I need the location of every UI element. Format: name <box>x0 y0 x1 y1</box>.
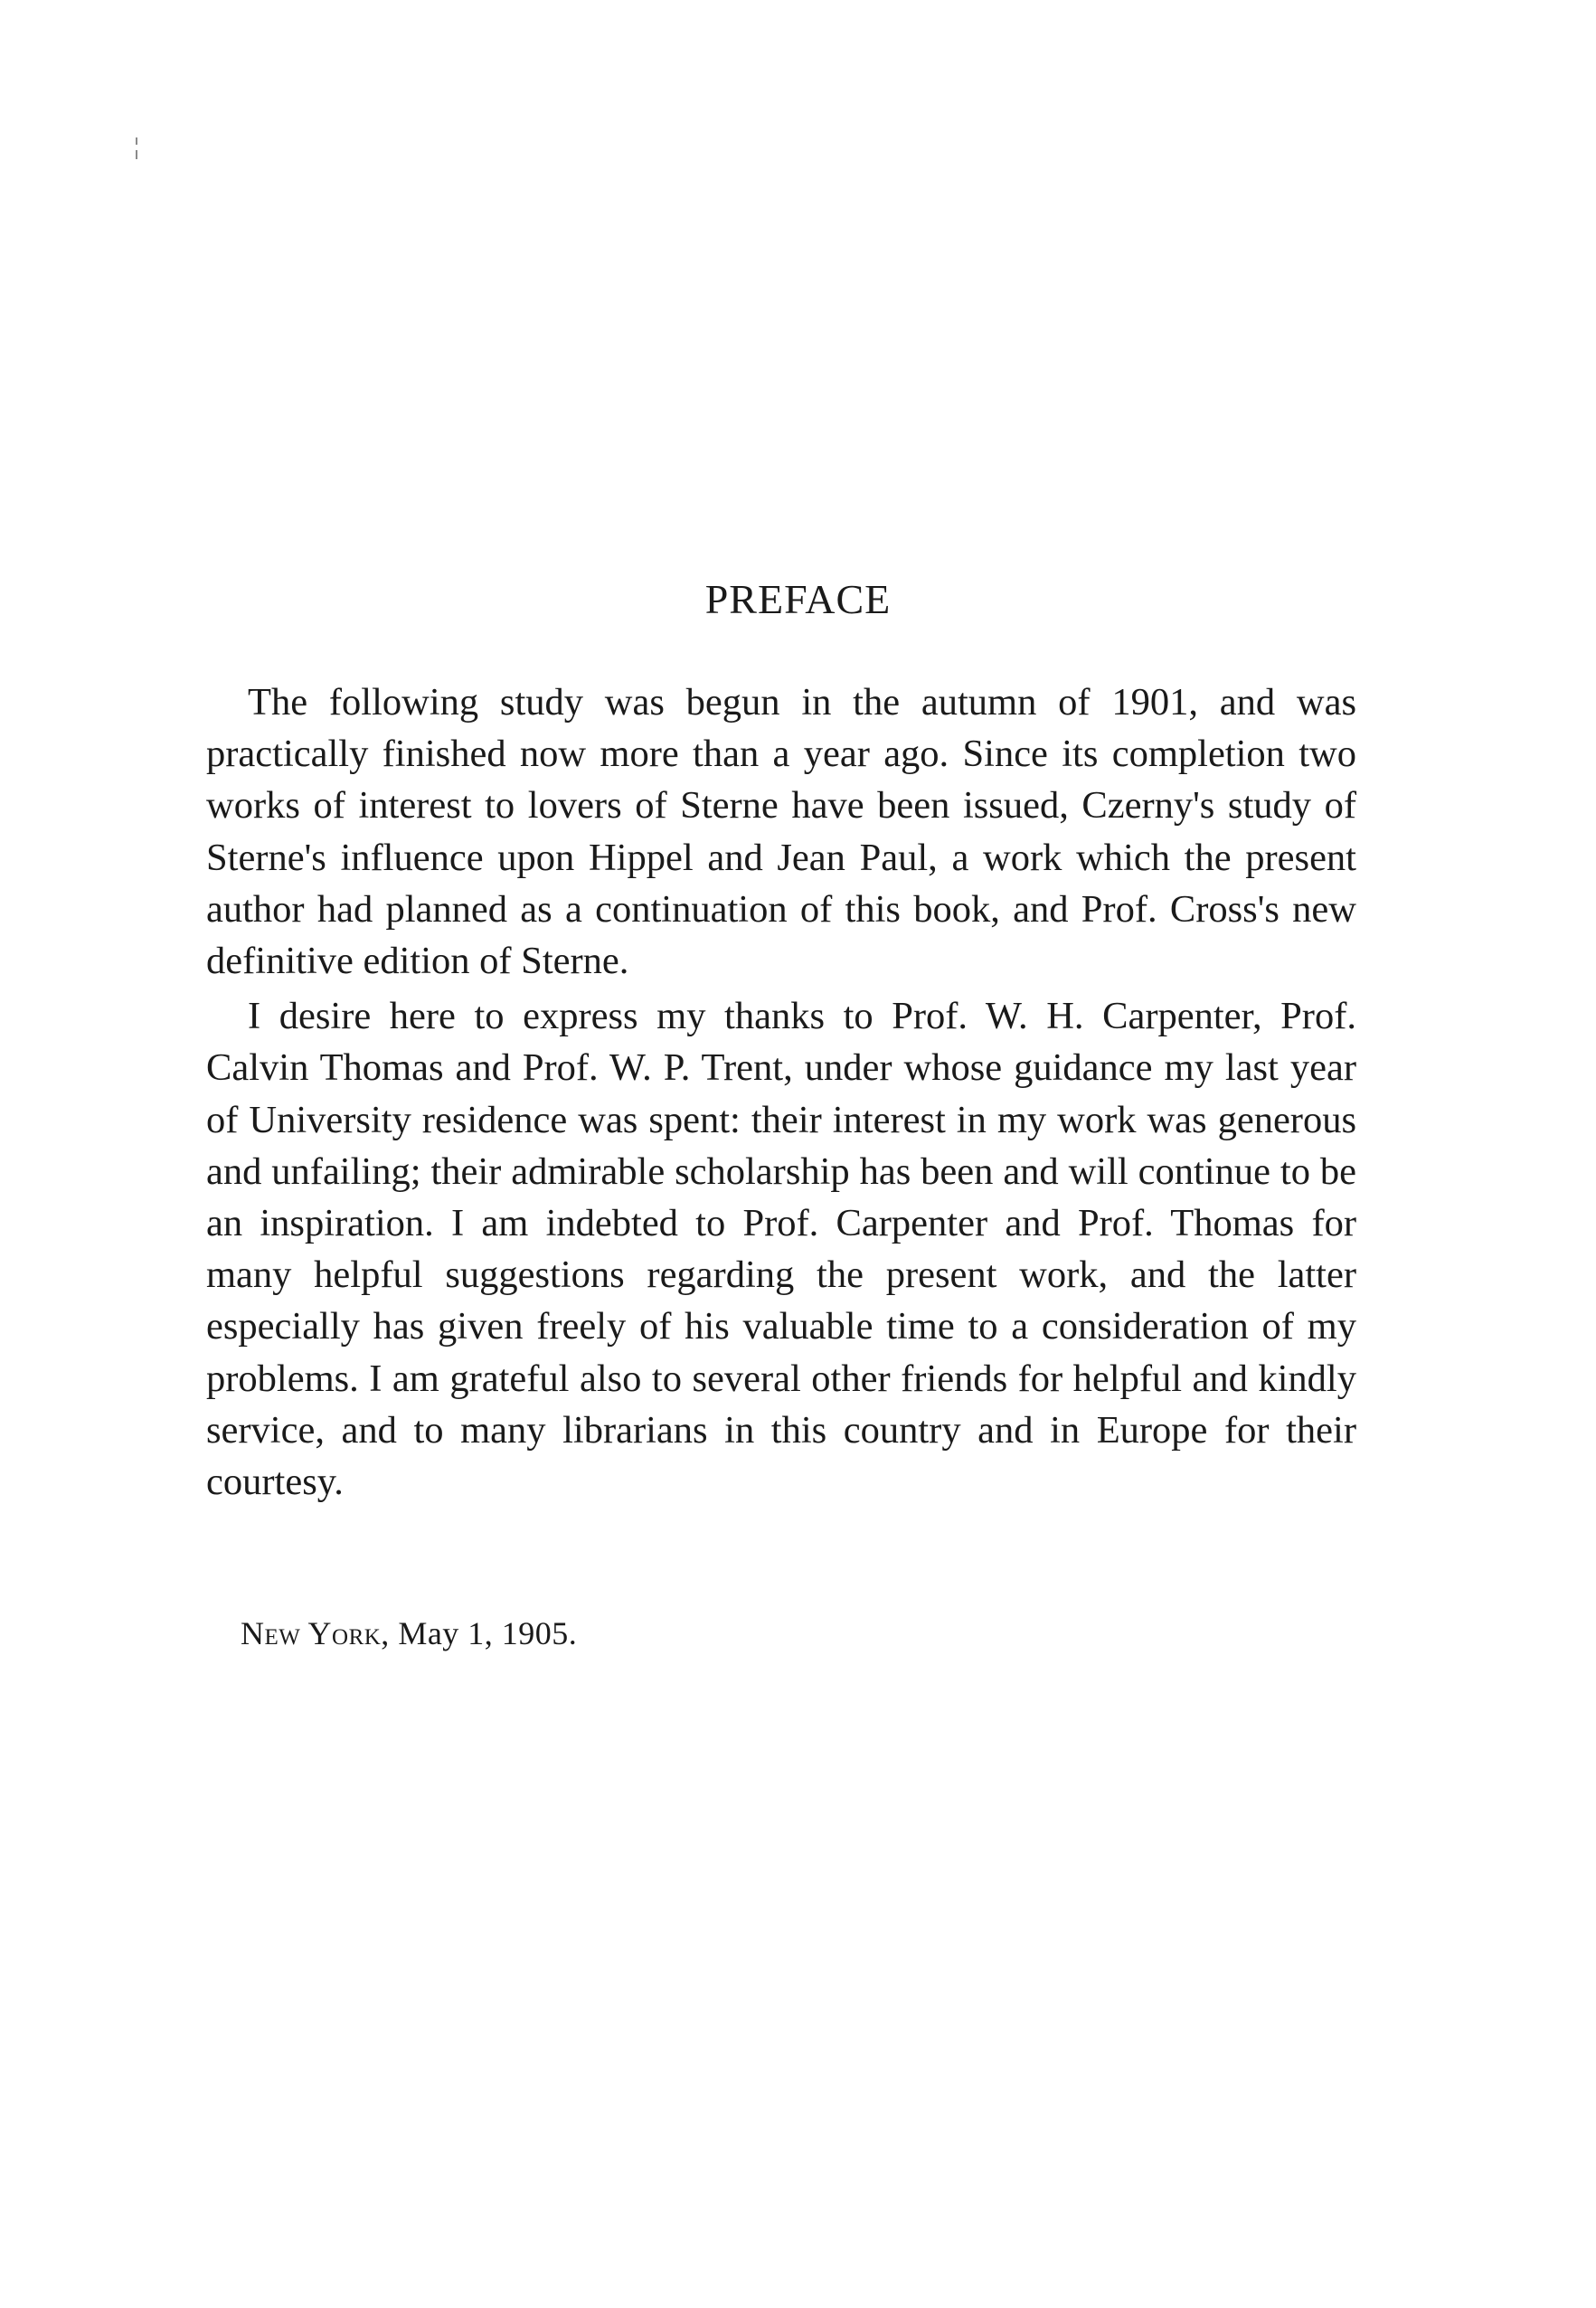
paragraph: The following study was begun in the autumn of 1901, and was practically finished now more than a year ago. Since its completion two works of interest to lovers of Sterne have been issued, Czerny's study of Sterne's influence upon Hippel and Jean Paul, a work which the present author had planned as a continuation of this book, and Prof. Cross's new definitive edition of Sterne. <box>206 681 1356 983</box>
signature-place: New York, <box>241 1615 390 1651</box>
signature-line <box>241 1617 577 1650</box>
margin-speck <box>136 150 137 159</box>
page-title: PREFACE <box>704 576 892 622</box>
paragraph: I desire here to express my thanks to Prof. W. H. Carpenter, Prof. Calvin Thomas and Prof. W. P. Trent, under whose guidance my last year of University residence was spent: their interest in my work was generous and unfailing; their admirable scholarship has been and will continue to be an inspiration. I am indebted to Prof. Carpenter and Prof. Thomas for many helpful suggestions regarding the present work, and the latter especially has given freely of his valuable time to a consideration of my problems. I am grateful also to several other friends for helpful and kindly service, and to many librarians in this country and in Europe for their courtesy. <box>206 995 1356 1504</box>
margin-speck <box>136 137 137 145</box>
preface-body <box>206 676 1356 1508</box>
signature-date: May 1, 1905. <box>398 1615 578 1651</box>
